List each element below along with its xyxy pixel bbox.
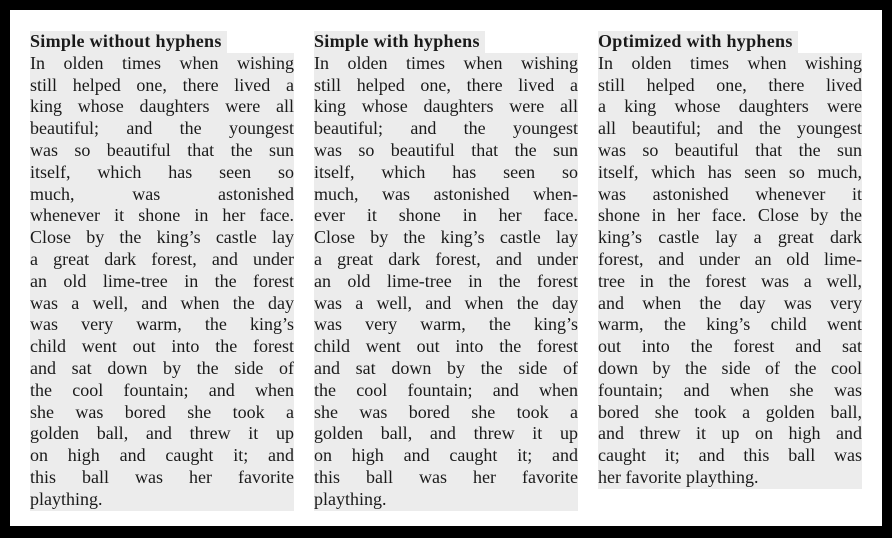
text-line: child went out into the forest bbox=[30, 336, 294, 357]
text-line: and when the day was very bbox=[598, 292, 862, 313]
text-line: was so beautiful that the sun bbox=[598, 139, 862, 160]
text-line: itself, which has seen so bbox=[30, 161, 294, 182]
text-line: In olden times when wishing bbox=[314, 52, 578, 73]
text-line: a great dark forest, and under bbox=[314, 248, 578, 269]
text-line: king whose daughters were all bbox=[30, 96, 294, 117]
column-title-text: Simple without hyphens bbox=[30, 31, 227, 53]
page-canvas bbox=[10, 10, 882, 526]
text-line: was a well, and when the day bbox=[30, 292, 294, 313]
text-line: was very warm, the king’s bbox=[314, 314, 578, 335]
text-line: caught it; and this ball was bbox=[598, 445, 862, 466]
text-line: whenever it shone in her face. bbox=[30, 205, 294, 226]
text-line: the cool fountain; and when bbox=[30, 379, 294, 400]
text-line: Close by the king’s castle lay bbox=[30, 227, 294, 248]
text-line: an old lime-tree in the forest bbox=[314, 270, 578, 291]
text-line: a great dark forest, and under bbox=[30, 248, 294, 269]
text-line: the cool fountain; and when bbox=[314, 379, 578, 400]
text-line: bored she took a golden ball, bbox=[598, 401, 862, 422]
column-simple-with-hyphens bbox=[314, 31, 578, 511]
text-line: forest, and under an old lime- bbox=[598, 248, 862, 269]
text-line: and sat down by the side of bbox=[30, 357, 294, 378]
column-body bbox=[314, 53, 578, 511]
text-line: she was bored she took a bbox=[314, 401, 578, 422]
text-line: plaything. bbox=[30, 488, 103, 509]
text-line: shone in her face. Close by the bbox=[598, 205, 862, 226]
text-line: this ball was her favorite bbox=[30, 466, 294, 487]
text-line: Close by the king’s castle lay bbox=[314, 227, 578, 248]
text-line: king’s castle lay a great dark bbox=[598, 227, 862, 248]
text-line: she was bored she took a bbox=[30, 401, 294, 422]
column-title bbox=[314, 31, 578, 53]
text-line: out into the forest and sat bbox=[598, 336, 862, 357]
text-line: much, was astonished when- bbox=[314, 183, 578, 204]
column-title-text: Simple with hyphens bbox=[314, 31, 485, 53]
text-line: was very warm, the king’s bbox=[30, 314, 294, 335]
text-line: an old lime-tree in the forest bbox=[30, 270, 294, 291]
column-title bbox=[30, 31, 294, 53]
column-body bbox=[598, 53, 862, 489]
text-line: ever it shone in her face. bbox=[314, 205, 578, 226]
text-line: was so beautiful that the sun bbox=[314, 139, 578, 160]
text-line: still helped one, there lived bbox=[598, 74, 862, 95]
text-line: a king whose daughters were bbox=[598, 96, 862, 117]
text-line: was a well, and when the day bbox=[314, 292, 578, 313]
text-line: all beautiful; and the youngest bbox=[598, 118, 862, 139]
text-line: still helped one, there lived a bbox=[314, 74, 578, 95]
column-title-text: Optimized with hyphens bbox=[598, 31, 798, 53]
text-line: fountain; and when she was bbox=[598, 379, 862, 400]
text-line: her favorite plaything. bbox=[598, 466, 759, 487]
text-line: tree in the forest was a well, bbox=[598, 270, 862, 291]
text-line: on high and caught it; and bbox=[30, 445, 294, 466]
column-title bbox=[598, 31, 862, 53]
text-line: child went out into the forest bbox=[314, 336, 578, 357]
text-line: In olden times when wishing bbox=[598, 52, 862, 73]
column-body bbox=[30, 53, 294, 511]
column-optimized-with-hyphens bbox=[598, 31, 862, 511]
text-line: down by the side of the cool bbox=[598, 357, 862, 378]
columns-row bbox=[30, 31, 862, 511]
text-line: on high and caught it; and bbox=[314, 445, 578, 466]
text-line: much, was astonished bbox=[30, 183, 294, 204]
text-line: and sat down by the side of bbox=[314, 357, 578, 378]
text-line: still helped one, there lived a bbox=[30, 74, 294, 95]
column-simple-without-hyphens bbox=[30, 31, 294, 511]
text-line: beautiful; and the youngest bbox=[30, 118, 294, 139]
text-line: king whose daughters were all bbox=[314, 96, 578, 117]
text-line: was so beautiful that the sun bbox=[30, 139, 294, 160]
text-line: and threw it up on high and bbox=[598, 423, 862, 444]
text-line: beautiful; and the youngest bbox=[314, 118, 578, 139]
text-line: In olden times when wishing bbox=[30, 52, 294, 73]
text-line: itself, which has seen so bbox=[314, 161, 578, 182]
text-line: warm, the king’s child went bbox=[598, 314, 862, 335]
text-line: plaything. bbox=[314, 488, 387, 509]
text-line: was astonished whenever it bbox=[598, 183, 862, 204]
text-line: this ball was her favorite bbox=[314, 466, 578, 487]
text-line: itself, which has seen so much, bbox=[598, 161, 862, 182]
text-line: golden ball, and threw it up bbox=[314, 423, 578, 444]
text-line: golden ball, and threw it up bbox=[30, 423, 294, 444]
